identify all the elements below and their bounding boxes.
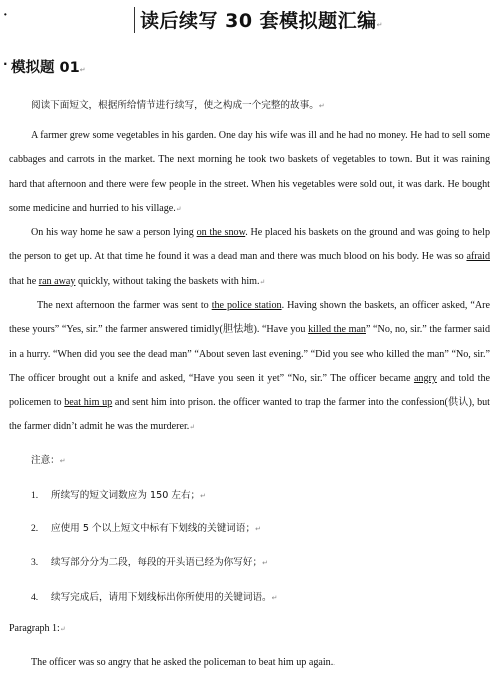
paragraph-mark-icon: ↵ [259,277,266,286]
note-number: 1. [31,490,39,501]
section-bullet: · [3,57,8,71]
paragraph-mark-icon: ↵ [255,525,261,533]
paragraph-mark-icon: ↵ [59,625,66,633]
keyword-underlined: afraid [466,251,490,263]
notes-heading-text: 注意： [31,455,60,466]
text-cursor [134,7,135,33]
notes-heading [31,452,66,466]
paragraph-mark-icon: ↵ [200,492,207,500]
text-run: quickly, without taking the baskets with him. [75,275,260,287]
instruction-text [31,97,325,111]
note-text: 续写完成后，请用下划线标出你所使用的关键词语。 [51,592,272,603]
text-run: and told the policemen to [9,372,490,409]
paragraph-mark-icon: ↵ [79,66,86,74]
note-item-2 [31,520,261,534]
keyword-underlined: angry [413,372,437,384]
page-title [140,6,383,33]
story-paragraph-1 [9,124,490,221]
section-heading [11,56,86,77]
story-paragraph-3 [9,294,490,440]
paragraph-1-opening [31,657,335,668]
keyword-underlined: ran away [38,275,76,287]
note-number: 4. [31,592,39,603]
note-number: 2. [31,523,39,534]
paragraph-mark-icon: ↵ [318,102,325,110]
note-text: 续写部分分为二段，每段的开头语已经为你写好； [51,557,263,568]
text-run: . Having shown the baskets, an officer asked, “Are these yours” “Yes, sir.” the farmer answered timidly(胆怯地). “Have you [9,300,490,336]
paragraph-1-opening-text: The officer was so angry that he asked the policeman to beat him up again. [31,657,334,668]
paragraph-mark-icon: ↵ [175,204,182,213]
text-run: and sent him into prison. the officer wanted to trap the farmer into the confession(供认), but the farmer didn’t admit he was the murderer. [9,397,490,433]
note-text: 所续写的短文词数应为 150 左右； [51,490,201,501]
section-heading-text: 模拟题 01 [11,60,80,76]
story-paragraph-2 [9,221,490,294]
instruction-content: 阅读下面短文，根据所给情节进行续写，使之构成一个完整的故事。 [31,100,319,111]
text-run: The next afternoon the farmer was sent to [37,300,212,311]
story-paragraph-1-text: A farmer grew some vegetables in his garden. One day his wife was ill and he had no money. He had to sell some cabbages and carrots in the market. The next morning he took two baskets of vegetables to town. But it was raining hard that afternoon and there were few people in the street. When his vegetables were sold out, it was dark. He bought some medicine and hurried to his village. [9,130,490,214]
note-item-1 [31,487,206,501]
title-bullet: · [3,8,8,23]
text-run: On his way home he saw a person lying [31,227,197,238]
keyword-underlined: killed the man [308,324,366,336]
paragraph-1-label [9,623,66,634]
paragraph-1-label-text: Paragraph 1: [9,623,60,634]
keyword-underlined: beat him up [64,397,113,409]
page-title-text: 读后续写 30 套模拟题汇编 [140,10,377,32]
text-run: . He placed his baskets on the ground and was going to help the person to get up. At that time he found it was a dead man and there was much blood on his body. He was so [9,227,490,263]
paragraph-mark-icon: ↵ [262,559,268,567]
text-run: that he [9,275,39,287]
paragraph-end-mark: . [333,659,335,667]
note-number: 3. [31,557,39,568]
paragraph-mark-icon: ↵ [189,423,196,432]
keyword-underlined: the police station [211,300,282,311]
keyword-underlined: on the snow [196,227,246,238]
note-item-3 [31,554,268,568]
paragraph-mark-icon: ↵ [376,21,384,29]
text-run: ” “No, no, sir.” the farmer said in a hurry. “When did you see the dead man” “About seven last evening.” “Did you see who killed the man” “No, sir.” The officer brought out a knife and asked, “Have you seen it yet” “No, sir.” The officer became [9,324,491,384]
paragraph-mark-icon: ↵ [59,457,66,465]
paragraph-mark-icon: ↵ [271,594,278,602]
note-text: 应使用 5 个以上短文中标有下划线的关键词语； [51,523,256,534]
note-item-4 [31,589,278,603]
